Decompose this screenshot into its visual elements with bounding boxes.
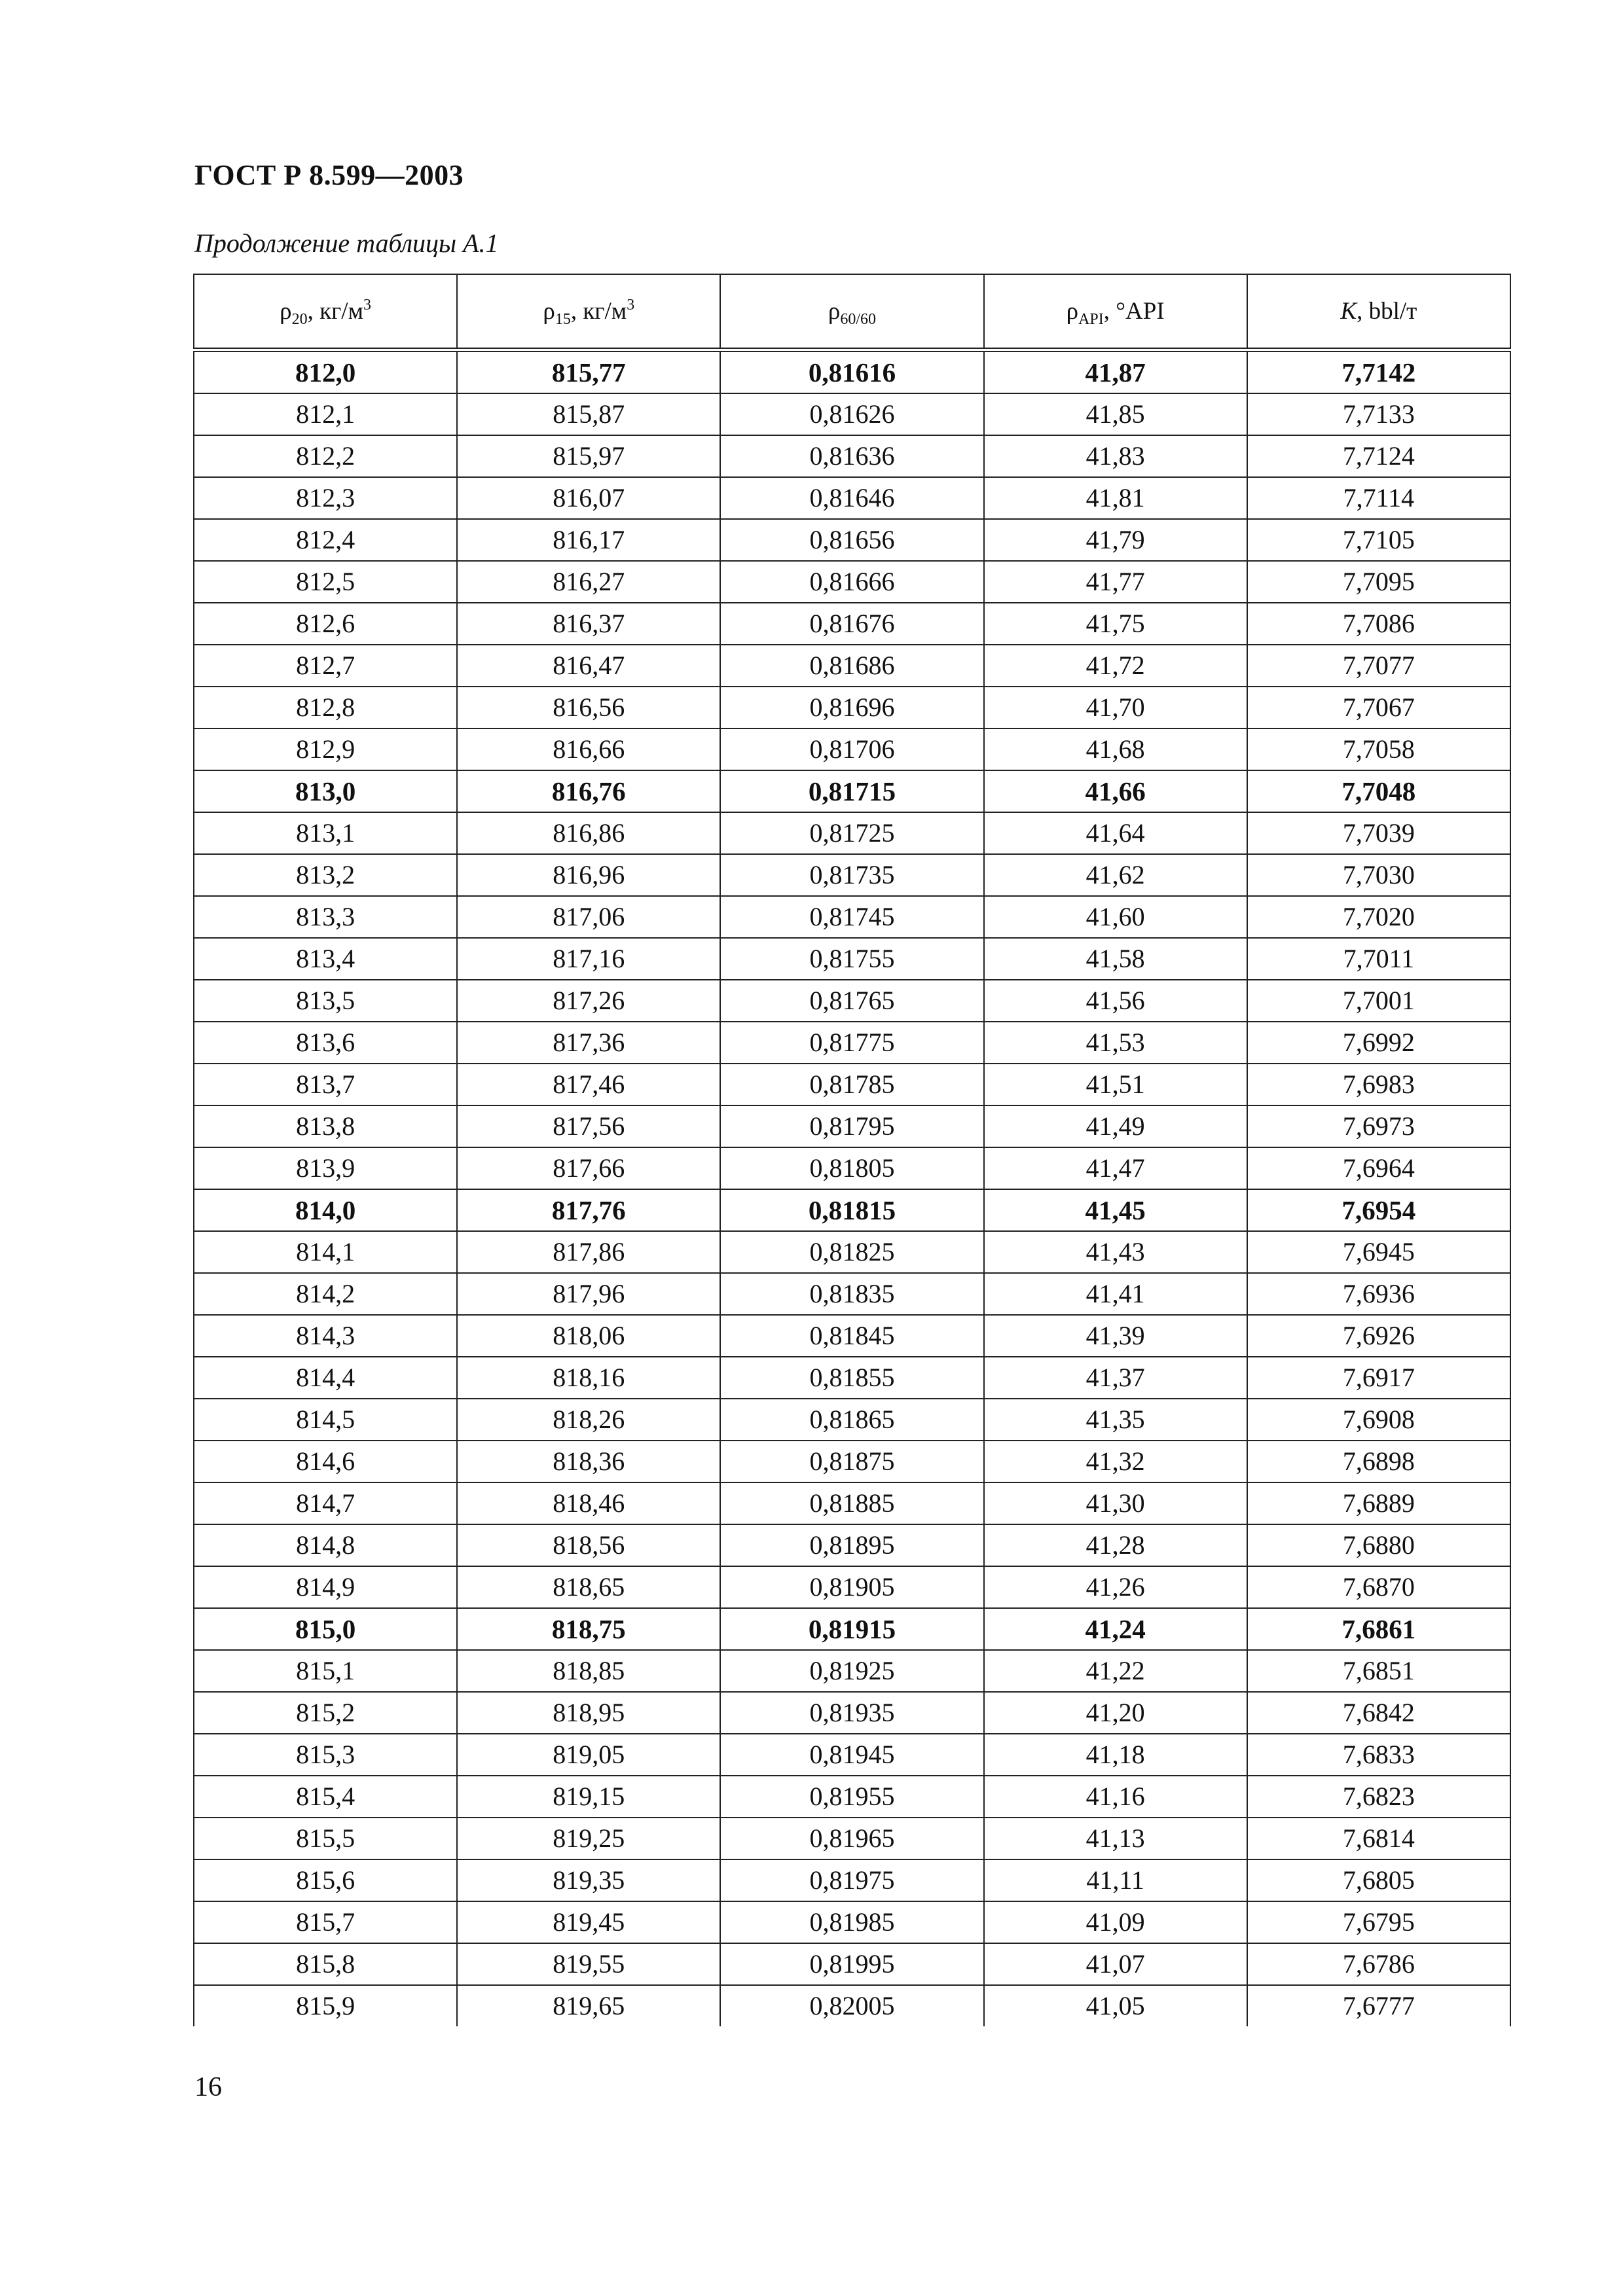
cell-rho-api: 41,35 (984, 1399, 1247, 1441)
cell-rho-api: 41,32 (984, 1441, 1247, 1482)
cell-rho60: 0,81725 (720, 812, 983, 854)
table-row (194, 728, 1510, 770)
cell-rho20: 812,2 (194, 435, 457, 477)
cell-rho60: 0,81676 (720, 603, 983, 645)
cell-rho-api: 41,85 (984, 393, 1247, 435)
cell-rho-api: 41,77 (984, 561, 1247, 603)
cell-rho20: 812,4 (194, 519, 457, 561)
cell-k: 7,6823 (1247, 1776, 1510, 1818)
cell-rho60: 0,81945 (720, 1734, 983, 1776)
cell-rho15: 816,47 (457, 645, 720, 687)
cell-rho20: 813,2 (194, 854, 457, 896)
cell-k: 7,6861 (1247, 1608, 1510, 1650)
column-header-rho60: $\rho_{60/60}$ (720, 274, 983, 350)
cell-k: 7,6814 (1247, 1818, 1510, 1859)
cell-rho15: 818,16 (457, 1357, 720, 1399)
density-table (193, 274, 1511, 2026)
cell-rho-api: 41,87 (984, 350, 1247, 394)
cell-k: 7,7030 (1247, 854, 1510, 896)
cell-k: 7,6908 (1247, 1399, 1510, 1441)
cell-rho20: 814,6 (194, 1441, 457, 1482)
cell-rho20: 813,7 (194, 1064, 457, 1105)
cell-rho20: 813,9 (194, 1147, 457, 1189)
cell-rho20: 813,1 (194, 812, 457, 854)
cell-rho-api: 41,45 (984, 1189, 1247, 1231)
cell-rho-api: 41,66 (984, 770, 1247, 812)
table-row (194, 1901, 1510, 1943)
cell-rho15: 819,15 (457, 1776, 720, 1818)
cell-rho60: 0,81715 (720, 770, 983, 812)
cell-rho20: 812,0 (194, 350, 457, 394)
cell-rho60: 0,81875 (720, 1441, 983, 1482)
table-row (194, 561, 1510, 603)
cell-rho20: 815,4 (194, 1776, 457, 1818)
cell-rho20: 812,6 (194, 603, 457, 645)
cell-rho60: 0,82005 (720, 1985, 983, 2026)
cell-rho15: 816,07 (457, 477, 720, 519)
cell-rho20: 813,4 (194, 938, 457, 980)
cell-rho15: 818,75 (457, 1608, 720, 1650)
table-row (194, 350, 1510, 394)
cell-rho15: 818,06 (457, 1315, 720, 1357)
cell-rho-api: 41,49 (984, 1105, 1247, 1147)
cell-rho15: 819,45 (457, 1901, 720, 1943)
table-row (194, 1315, 1510, 1357)
cell-rho60: 0,81696 (720, 687, 983, 728)
cell-k: 7,6936 (1247, 1273, 1510, 1315)
cell-k: 7,7001 (1247, 980, 1510, 1022)
cell-rho15: 817,76 (457, 1189, 720, 1231)
table-row (194, 1818, 1510, 1859)
table-row (194, 1273, 1510, 1315)
cell-rho60: 0,81795 (720, 1105, 983, 1147)
cell-rho-api: 41,37 (984, 1357, 1247, 1399)
cell-rho15: 815,77 (457, 350, 720, 394)
table-row (194, 1566, 1510, 1608)
table-row (194, 1524, 1510, 1566)
cell-rho-api: 41,62 (984, 854, 1247, 896)
cell-rho15: 817,66 (457, 1147, 720, 1189)
cell-k: 7,6795 (1247, 1901, 1510, 1943)
cell-rho20: 813,3 (194, 896, 457, 938)
cell-k: 7,6880 (1247, 1524, 1510, 1566)
cell-rho-api: 41,58 (984, 938, 1247, 980)
cell-rho-api: 41,07 (984, 1943, 1247, 1985)
table-row (194, 1441, 1510, 1482)
cell-rho15: 818,65 (457, 1566, 720, 1608)
cell-rho60: 0,81855 (720, 1357, 983, 1399)
cell-k: 7,7048 (1247, 770, 1510, 812)
page-number: 16 (194, 2072, 222, 2102)
cell-k: 7,6898 (1247, 1441, 1510, 1482)
cell-k: 7,6992 (1247, 1022, 1510, 1064)
cell-rho-api: 41,26 (984, 1566, 1247, 1608)
document-code: ГОСТ Р 8.599—2003 (194, 159, 464, 191)
cell-rho15: 816,86 (457, 812, 720, 854)
cell-rho60: 0,81706 (720, 728, 983, 770)
cell-rho-api: 41,79 (984, 519, 1247, 561)
cell-rho15: 818,56 (457, 1524, 720, 1566)
cell-k: 7,6833 (1247, 1734, 1510, 1776)
cell-rho-api: 41,20 (984, 1692, 1247, 1734)
cell-rho15: 818,36 (457, 1441, 720, 1482)
cell-rho15: 819,55 (457, 1943, 720, 1985)
cell-rho60: 0,81895 (720, 1524, 983, 1566)
cell-rho20: 814,7 (194, 1482, 457, 1524)
cell-rho20: 815,7 (194, 1901, 457, 1943)
cell-rho-api: 41,24 (984, 1608, 1247, 1650)
cell-rho20: 814,3 (194, 1315, 457, 1357)
cell-rho60: 0,81995 (720, 1943, 983, 1985)
cell-rho15: 818,95 (457, 1692, 720, 1734)
cell-rho15: 817,36 (457, 1022, 720, 1064)
cell-rho20: 813,6 (194, 1022, 457, 1064)
cell-rho-api: 41,41 (984, 1273, 1247, 1315)
table-caption: Продолжение таблицы А.1 (194, 228, 499, 258)
table-row (194, 1064, 1510, 1105)
cell-rho60: 0,81925 (720, 1650, 983, 1692)
table-row (194, 1399, 1510, 1441)
column-header-rho-api: $\rho_{API}$, °API (984, 274, 1247, 350)
table-row (194, 1943, 1510, 1985)
table-row (194, 1692, 1510, 1734)
cell-rho15: 819,25 (457, 1818, 720, 1859)
cell-rho15: 817,46 (457, 1064, 720, 1105)
cell-rho20: 815,6 (194, 1859, 457, 1901)
cell-k: 7,6917 (1247, 1357, 1510, 1399)
table-row (194, 854, 1510, 896)
cell-rho20: 812,9 (194, 728, 457, 770)
cell-rho-api: 41,39 (984, 1315, 1247, 1357)
cell-rho15: 816,37 (457, 603, 720, 645)
cell-rho-api: 41,28 (984, 1524, 1247, 1566)
cell-k: 7,7067 (1247, 687, 1510, 728)
cell-rho20: 815,5 (194, 1818, 457, 1859)
cell-rho20: 812,7 (194, 645, 457, 687)
table-row (194, 770, 1510, 812)
table-row (194, 896, 1510, 938)
cell-rho-api: 41,05 (984, 1985, 1247, 2026)
table-row (194, 1022, 1510, 1064)
cell-rho60: 0,81765 (720, 980, 983, 1022)
cell-rho20: 815,8 (194, 1943, 457, 1985)
cell-k: 7,7058 (1247, 728, 1510, 770)
cell-rho20: 814,9 (194, 1566, 457, 1608)
cell-rho60: 0,81755 (720, 938, 983, 980)
cell-rho-api: 41,56 (984, 980, 1247, 1022)
cell-rho20: 812,3 (194, 477, 457, 519)
cell-rho15: 817,26 (457, 980, 720, 1022)
cell-rho-api: 41,81 (984, 477, 1247, 519)
cell-rho60: 0,81616 (720, 350, 983, 394)
table-row (194, 519, 1510, 561)
table-row (194, 645, 1510, 687)
cell-rho20: 814,4 (194, 1357, 457, 1399)
cell-rho15: 817,56 (457, 1105, 720, 1147)
cell-rho-api: 41,83 (984, 435, 1247, 477)
cell-rho60: 0,81885 (720, 1482, 983, 1524)
cell-k: 7,7124 (1247, 435, 1510, 477)
cell-rho20: 813,0 (194, 770, 457, 812)
cell-rho60: 0,81935 (720, 1692, 983, 1734)
cell-rho-api: 41,68 (984, 728, 1247, 770)
cell-rho15: 818,46 (457, 1482, 720, 1524)
table-row (194, 1189, 1510, 1231)
cell-rho60: 0,81775 (720, 1022, 983, 1064)
cell-rho-api: 41,22 (984, 1650, 1247, 1692)
cell-rho60: 0,81656 (720, 519, 983, 561)
cell-rho60: 0,81865 (720, 1399, 983, 1441)
cell-rho60: 0,81985 (720, 1901, 983, 1943)
cell-k: 7,7114 (1247, 477, 1510, 519)
cell-rho-api: 41,13 (984, 1818, 1247, 1859)
cell-k: 7,6964 (1247, 1147, 1510, 1189)
cell-rho20: 815,0 (194, 1608, 457, 1650)
cell-rho-api: 41,18 (984, 1734, 1247, 1776)
cell-rho60: 0,81646 (720, 477, 983, 519)
cell-rho20: 814,8 (194, 1524, 457, 1566)
table-row (194, 1985, 1510, 2026)
cell-rho20: 815,3 (194, 1734, 457, 1776)
table-row (194, 687, 1510, 728)
cell-k: 7,6842 (1247, 1692, 1510, 1734)
cell-rho-api: 41,60 (984, 896, 1247, 938)
cell-k: 7,6786 (1247, 1943, 1510, 1985)
cell-rho-api: 41,11 (984, 1859, 1247, 1901)
table-row (194, 603, 1510, 645)
cell-rho60: 0,81785 (720, 1064, 983, 1105)
table-row (194, 1776, 1510, 1818)
cell-rho-api: 41,16 (984, 1776, 1247, 1818)
cell-rho20: 814,0 (194, 1189, 457, 1231)
table-row (194, 1231, 1510, 1273)
cell-rho15: 816,96 (457, 854, 720, 896)
table-row (194, 1650, 1510, 1692)
cell-rho15: 815,87 (457, 393, 720, 435)
table-row (194, 1859, 1510, 1901)
table-row (194, 980, 1510, 1022)
cell-rho15: 816,27 (457, 561, 720, 603)
cell-k: 7,6973 (1247, 1105, 1510, 1147)
cell-rho60: 0,81825 (720, 1231, 983, 1273)
cell-rho60: 0,81636 (720, 435, 983, 477)
cell-rho20: 814,2 (194, 1273, 457, 1315)
cell-rho-api: 41,70 (984, 687, 1247, 728)
table-row (194, 1105, 1510, 1147)
cell-rho15: 819,35 (457, 1859, 720, 1901)
table-row (194, 812, 1510, 854)
cell-rho15: 818,26 (457, 1399, 720, 1441)
cell-k: 7,7039 (1247, 812, 1510, 854)
cell-rho60: 0,81805 (720, 1147, 983, 1189)
cell-rho60: 0,81686 (720, 645, 983, 687)
cell-rho20: 812,5 (194, 561, 457, 603)
cell-k: 7,7086 (1247, 603, 1510, 645)
cell-rho60: 0,81905 (720, 1566, 983, 1608)
cell-k: 7,6983 (1247, 1064, 1510, 1105)
cell-rho60: 0,81745 (720, 896, 983, 938)
table-row (194, 1608, 1510, 1650)
cell-k: 7,6926 (1247, 1315, 1510, 1357)
cell-rho15: 817,86 (457, 1231, 720, 1273)
table-header-row (194, 274, 1510, 350)
table-row (194, 435, 1510, 477)
cell-rho15: 815,97 (457, 435, 720, 477)
cell-rho60: 0,81955 (720, 1776, 983, 1818)
cell-rho-api: 41,72 (984, 645, 1247, 687)
cell-rho60: 0,81915 (720, 1608, 983, 1650)
cell-k: 7,6851 (1247, 1650, 1510, 1692)
table-row (194, 1482, 1510, 1524)
cell-rho15: 817,16 (457, 938, 720, 980)
cell-rho60: 0,81975 (720, 1859, 983, 1901)
cell-rho-api: 41,75 (984, 603, 1247, 645)
cell-rho60: 0,81666 (720, 561, 983, 603)
cell-k: 7,7095 (1247, 561, 1510, 603)
cell-k: 7,7020 (1247, 896, 1510, 938)
cell-rho60: 0,81735 (720, 854, 983, 896)
column-header-k: K, bbl/т (1247, 274, 1510, 350)
cell-rho20: 814,1 (194, 1231, 457, 1273)
cell-rho60: 0,81965 (720, 1818, 983, 1859)
cell-rho20: 815,2 (194, 1692, 457, 1734)
cell-k: 7,7077 (1247, 645, 1510, 687)
table-row (194, 1734, 1510, 1776)
cell-rho15: 817,06 (457, 896, 720, 938)
column-header-rho20: $\rho_{20}$, $кг/м^3$ (194, 274, 457, 350)
cell-rho15: 816,17 (457, 519, 720, 561)
cell-rho60: 0,81815 (720, 1189, 983, 1231)
cell-k: 7,6889 (1247, 1482, 1510, 1524)
cell-k: 7,7142 (1247, 350, 1510, 394)
cell-rho15: 816,76 (457, 770, 720, 812)
cell-rho-api: 41,51 (984, 1064, 1247, 1105)
cell-rho60: 0,81835 (720, 1273, 983, 1315)
cell-rho20: 815,9 (194, 1985, 457, 2026)
table-row (194, 393, 1510, 435)
cell-k: 7,6777 (1247, 1985, 1510, 2026)
table-row (194, 477, 1510, 519)
table-row (194, 1147, 1510, 1189)
cell-rho20: 813,8 (194, 1105, 457, 1147)
cell-rho-api: 41,53 (984, 1022, 1247, 1064)
cell-rho20: 815,1 (194, 1650, 457, 1692)
column-header-rho15: $\rho_{15}$, $кг/м^3$ (457, 274, 720, 350)
cell-rho-api: 41,64 (984, 812, 1247, 854)
cell-rho15: 816,56 (457, 687, 720, 728)
cell-k: 7,7133 (1247, 393, 1510, 435)
cell-rho-api: 41,30 (984, 1482, 1247, 1524)
cell-rho-api: 41,43 (984, 1231, 1247, 1273)
cell-k: 7,6945 (1247, 1231, 1510, 1273)
cell-rho15: 819,05 (457, 1734, 720, 1776)
cell-rho15: 816,66 (457, 728, 720, 770)
cell-rho20: 813,5 (194, 980, 457, 1022)
cell-k: 7,7011 (1247, 938, 1510, 980)
cell-rho15: 818,85 (457, 1650, 720, 1692)
cell-rho60: 0,81626 (720, 393, 983, 435)
cell-k: 7,6870 (1247, 1566, 1510, 1608)
cell-rho20: 812,8 (194, 687, 457, 728)
table-body (194, 350, 1510, 2027)
cell-k: 7,6805 (1247, 1859, 1510, 1901)
cell-k: 7,7105 (1247, 519, 1510, 561)
cell-rho20: 812,1 (194, 393, 457, 435)
cell-rho60: 0,81845 (720, 1315, 983, 1357)
cell-k: 7,6954 (1247, 1189, 1510, 1231)
cell-rho15: 817,96 (457, 1273, 720, 1315)
cell-rho-api: 41,09 (984, 1901, 1247, 1943)
cell-rho20: 814,5 (194, 1399, 457, 1441)
table-row (194, 938, 1510, 980)
table-row (194, 1357, 1510, 1399)
cell-rho15: 819,65 (457, 1985, 720, 2026)
cell-rho-api: 41,47 (984, 1147, 1247, 1189)
